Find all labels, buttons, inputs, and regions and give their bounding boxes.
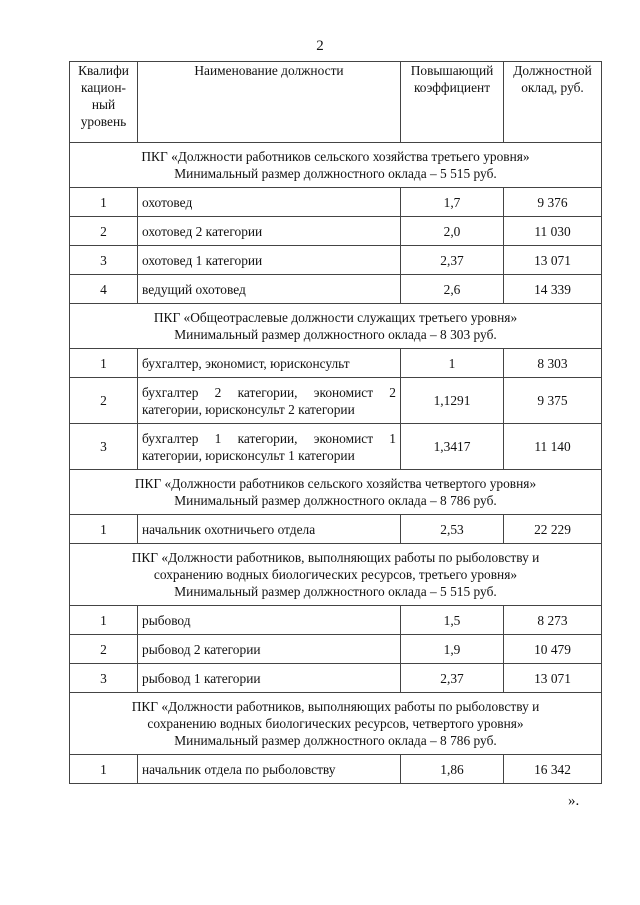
cell-salary: 8 303 — [504, 349, 602, 378]
cell-level: 1 — [70, 755, 138, 784]
header-salary: Должностной оклад, руб. — [504, 62, 602, 143]
cell-salary: 13 071 — [504, 664, 602, 693]
cell-coefficient: 1,86 — [401, 755, 504, 784]
group-title: ПКГ «Должности работников, выполняющих работы по рыболовству и сохранению водных биологических ресурсов, четвертого уровня» Минимальный размер должностного оклада – 8 786 руб. — [70, 693, 602, 755]
group-title: ПКГ «Должности работников, выполняющих работы по рыболовству и сохранению водных биологических ресурсов, третьего уровня» Минимальный размер должностного оклада – 5 515 руб. — [70, 544, 602, 606]
cell-level: 2 — [70, 378, 138, 424]
group-header-row — [70, 143, 602, 188]
group-title: ПКГ «Должности работников сельского хозяйства четвертого уровня» Минимальный размер должностного оклада – 8 786 руб. — [70, 470, 602, 515]
cell-level: 1 — [70, 349, 138, 378]
group-header-row — [70, 693, 602, 755]
group-header-row — [70, 470, 602, 515]
header-level: Квалифи кацион- ный уровень — [70, 62, 138, 143]
cell-salary: 11 140 — [504, 424, 602, 470]
cell-level: 1 — [70, 188, 138, 217]
cell-salary: 10 479 — [504, 635, 602, 664]
cell-salary: 9 375 — [504, 378, 602, 424]
cell-salary: 9 376 — [504, 188, 602, 217]
cell-level: 2 — [70, 217, 138, 246]
group-title: ПКГ «Общеотраслевые должности служащих третьего уровня» Минимальный размер должностного оклада – 8 303 руб. — [70, 304, 602, 349]
cell-level: 3 — [70, 664, 138, 693]
cell-coefficient: 2,53 — [401, 515, 504, 544]
header-coefficient: Повышающий коэффициент — [401, 62, 504, 143]
cell-position: бухгалтер 2 категории, экономист 2 категории, юрисконсульт 2 категории — [138, 378, 401, 424]
table-header-row — [70, 62, 602, 143]
cell-coefficient: 2,37 — [401, 664, 504, 693]
cell-level: 2 — [70, 635, 138, 664]
cell-coefficient: 2,6 — [401, 275, 504, 304]
cell-position: начальник охотничьего отдела — [138, 515, 401, 544]
closing-quote-mark: ». — [568, 793, 580, 809]
cell-coefficient: 1,1291 — [401, 378, 504, 424]
table-row — [70, 275, 602, 304]
table-row — [70, 664, 602, 693]
cell-level: 3 — [70, 246, 138, 275]
cell-coefficient: 1 — [401, 349, 504, 378]
table-row — [70, 635, 602, 664]
cell-coefficient: 1,9 — [401, 635, 504, 664]
cell-coefficient: 1,3417 — [401, 424, 504, 470]
page-number: 2 — [316, 38, 324, 54]
cell-level: 3 — [70, 424, 138, 470]
cell-coefficient: 2,37 — [401, 246, 504, 275]
cell-salary: 13 071 — [504, 246, 602, 275]
cell-position: рыбовод 1 категории — [138, 664, 401, 693]
table-row — [70, 378, 602, 424]
cell-position: начальник отдела по рыболовству — [138, 755, 401, 784]
salary-table — [69, 61, 602, 784]
group-header-row — [70, 544, 602, 606]
group-header-row — [70, 304, 602, 349]
cell-coefficient: 1,5 — [401, 606, 504, 635]
table-row — [70, 217, 602, 246]
cell-salary: 16 342 — [504, 755, 602, 784]
cell-position: охотовед 2 категории — [138, 217, 401, 246]
cell-level: 4 — [70, 275, 138, 304]
table-row — [70, 349, 602, 378]
cell-salary: 8 273 — [504, 606, 602, 635]
cell-coefficient: 2,0 — [401, 217, 504, 246]
header-position: Наименование должности — [138, 62, 401, 143]
cell-level: 1 — [70, 515, 138, 544]
cell-position: бухгалтер, экономист, юрисконсульт — [138, 349, 401, 378]
cell-coefficient: 1,7 — [401, 188, 504, 217]
table-row — [70, 515, 602, 544]
cell-salary: 14 339 — [504, 275, 602, 304]
table-row — [70, 246, 602, 275]
cell-position: рыбовод — [138, 606, 401, 635]
table-row — [70, 424, 602, 470]
cell-position: рыбовод 2 категории — [138, 635, 401, 664]
cell-position: охотовед 1 категории — [138, 246, 401, 275]
cell-salary: 11 030 — [504, 217, 602, 246]
cell-position: бухгалтер 1 категории, экономист 1 категории, юрисконсульт 1 категории — [138, 424, 401, 470]
cell-position: охотовед — [138, 188, 401, 217]
cell-position: ведущий охотовед — [138, 275, 401, 304]
table-row — [70, 188, 602, 217]
cell-level: 1 — [70, 606, 138, 635]
table-row — [70, 606, 602, 635]
cell-salary: 22 229 — [504, 515, 602, 544]
table-row — [70, 755, 602, 784]
group-title: ПКГ «Должности работников сельского хозяйства третьего уровня» Минимальный размер должностного оклада – 5 515 руб. — [70, 143, 602, 188]
